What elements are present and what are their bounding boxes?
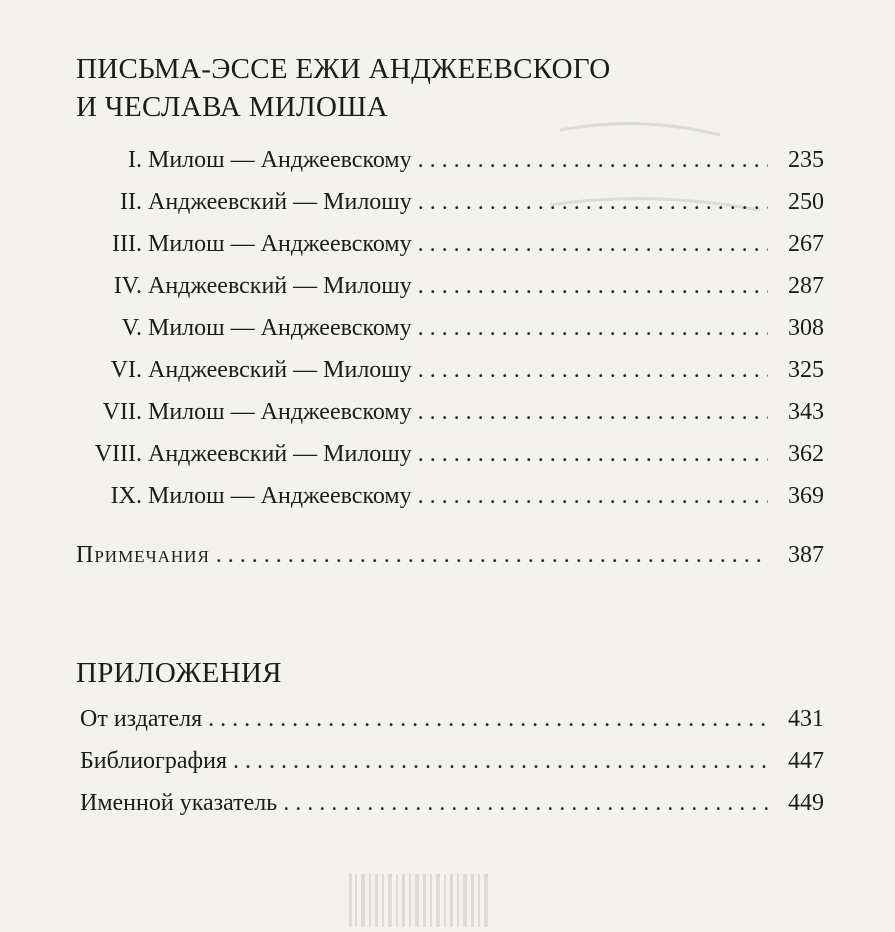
toc-entry[interactable] (80, 788, 824, 818)
entry-title: Анджеевский — Милошу (148, 189, 412, 215)
entry-numeral: IV. (113, 273, 142, 299)
entry-numeral: III. (112, 231, 142, 257)
entry-page-number: 267 (788, 231, 824, 257)
entry-page-number: 325 (788, 357, 824, 383)
section-title-letters (76, 50, 611, 126)
dot-leader (418, 187, 768, 217)
dot-leader (418, 271, 768, 301)
toc-entry[interactable] (80, 704, 824, 734)
entry-title: Примечания (76, 542, 210, 568)
entry-title: Именной указатель (80, 790, 278, 816)
show-through-artwork (520, 110, 780, 240)
entry-title: Анджеевский — Милошу (148, 441, 412, 467)
entry-numeral: I. (128, 147, 142, 173)
entry-numeral: II. (120, 189, 142, 215)
toc-entry[interactable] (76, 481, 824, 511)
dot-leader (418, 397, 768, 427)
dot-leader (418, 355, 768, 385)
entry-title: Милош — Анджеевскому (148, 231, 412, 257)
entry-title: Милош — Анджеевскому (148, 399, 412, 425)
entry-title: Анджеевский — Милошу (148, 273, 412, 299)
dot-leader (418, 145, 768, 175)
dot-leader (418, 313, 768, 343)
entry-numeral: V. (121, 315, 142, 341)
entry-page-number: 369 (788, 483, 824, 509)
entry-page-number: 362 (788, 441, 824, 467)
entry-page-number: 287 (788, 273, 824, 299)
entry-title: Анджеевский — Милошу (148, 357, 412, 383)
toc-entry[interactable] (80, 746, 824, 776)
show-through-barcode (345, 868, 495, 927)
entry-page-number: 431 (788, 706, 824, 732)
entry-page-number: 250 (788, 189, 824, 215)
toc-entry-notes[interactable] (76, 540, 824, 570)
entry-numeral: VII. (102, 399, 142, 425)
toc-entry[interactable] (76, 439, 824, 469)
toc-entry[interactable] (76, 145, 824, 175)
entry-page-number: 447 (788, 748, 824, 774)
entry-title: Библиография (80, 748, 227, 774)
toc-entry[interactable] (76, 271, 824, 301)
toc-entry[interactable] (76, 229, 824, 259)
entry-page-number: 235 (788, 147, 824, 173)
entry-page-number: 308 (788, 315, 824, 341)
entry-numeral: VI. (110, 357, 142, 383)
entry-page-number: 343 (788, 399, 824, 425)
dot-leader (216, 540, 768, 570)
toc-entry[interactable] (76, 355, 824, 385)
entry-title: Милош — Анджеевскому (148, 147, 412, 173)
dot-leader (208, 704, 768, 734)
dot-leader (418, 439, 768, 469)
dot-leader (418, 229, 768, 259)
entry-title: От издателя (80, 706, 203, 732)
section-title-appendices: ПРИЛОЖЕНИЯ (76, 657, 282, 689)
entry-numeral: VIII. (94, 441, 142, 467)
entry-page-number: 449 (788, 790, 824, 816)
section-title-line-1: ПИСЬМА-ЭССЕ ЕЖИ АНДЖЕЕВСКОГО (76, 53, 611, 85)
toc-entry[interactable] (76, 397, 824, 427)
entry-numeral: IX. (110, 483, 142, 509)
section-title-line-2: И ЧЕСЛАВА МИЛОША (76, 91, 389, 123)
entry-title: Милош — Анджеевскому (148, 483, 412, 509)
dot-leader (418, 481, 768, 511)
dot-leader (233, 746, 768, 776)
toc-entry[interactable] (76, 187, 824, 217)
dot-leader (283, 788, 768, 818)
toc-entry[interactable] (76, 313, 824, 343)
entry-page-number: 387 (788, 542, 824, 568)
entry-title: Милош — Анджеевскому (148, 315, 412, 341)
